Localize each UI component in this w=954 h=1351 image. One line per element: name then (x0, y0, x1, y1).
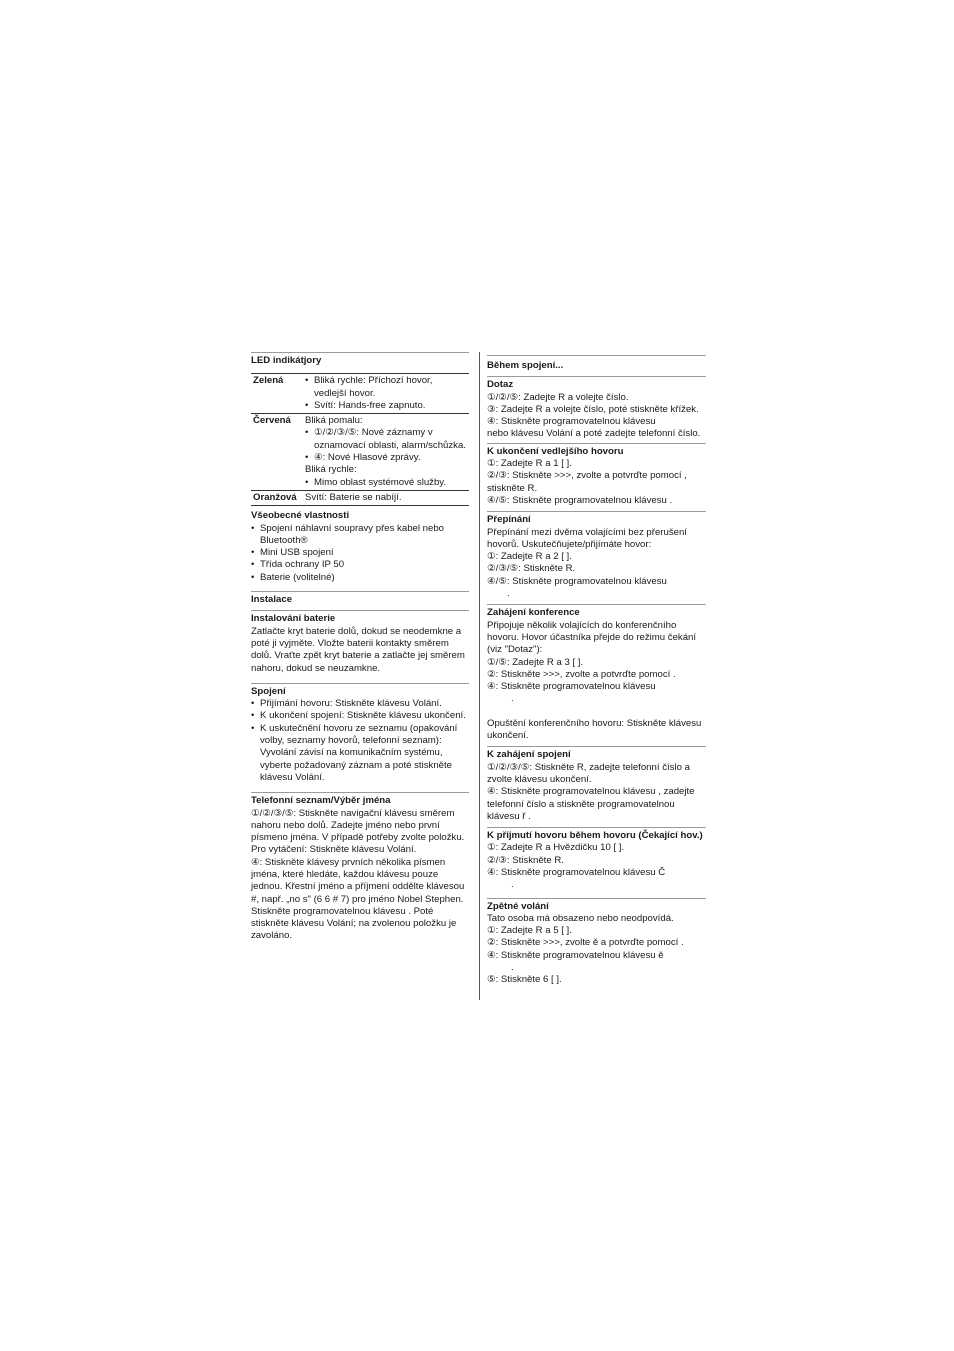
toggle-line: ④/⑤: Stiskněte programovatelnou klávesu (487, 575, 667, 587)
connection-section (251, 683, 469, 784)
left-column (251, 352, 469, 943)
phonebook-line: ④: Stiskněte klávesy prvních několika písmen jména, které hledáte, každou klávesu pouze jednou. Křestní jméno a příjmení oddělte klávesou #, např. „no s" (6 6 # 7) pro jméno Nobel Stephen. Stiskněte programovatelnou klávesu . Poté stiskněte klávesu Volání; na zvolenou položku je zavoláno. (251, 856, 465, 942)
inquiry-line: nebo klávesu Volání a poté zadejte telefonní číslo. (487, 428, 701, 440)
inquiry-line: ③: Zadejte R a volejte číslo, poté stiskněte křížek. (487, 403, 699, 415)
toggle-line: ①: Zadejte R a 2 [ ]. (487, 551, 572, 563)
inquiry-section (487, 376, 706, 440)
end-side-call-section (487, 443, 706, 507)
list-item: • K ukončení spojení: Stiskněte klávesu ukončení. (251, 710, 469, 722)
toggle-line: Přepínání mezi dvěma volajícími bez přerušení hovorů. Uskutečňujete/přijímáte hovor: (487, 526, 687, 550)
end-side-call-line: ①: Zadejte R a 1 [ ]. (487, 458, 572, 470)
callback-title: Zpětné volání (487, 900, 549, 912)
led-color-label: Oranžová (251, 490, 303, 505)
led-section (251, 352, 469, 506)
led-description (303, 374, 469, 414)
phonebook-title: Telefonní seznam/Výběr jména (251, 795, 391, 807)
install-section (251, 591, 469, 606)
led-line: • Bliká rychle: Příchozí hovor, vedlejší hovor. (305, 375, 467, 400)
conference-line: Připojuje několik volajících do konferenčního hovoru. Hovor účastníka přejde do režimu čekání (viz "Dotaz"): (487, 619, 697, 656)
led-color-label: Zelená (251, 374, 303, 414)
led-line: Bliká pomalu: (305, 415, 363, 427)
inquiry-title: Dotaz (487, 379, 514, 391)
install-title: Instalace (251, 594, 293, 606)
features-title: Všeobecné vlastnosti (251, 510, 350, 522)
callback-line: ②: Stiskněte >>>, zvolte ě a potvrďte pomocí . (487, 937, 684, 949)
connection-title: Spojení (251, 685, 286, 697)
list-item: • Přijímání hovoru: Stiskněte klávesu Volání. (251, 698, 469, 710)
list-item: • Třída ochrany IP 50 (251, 559, 469, 571)
conference-line: ①/⑤: Zadejte R a 3 [ ]. (487, 656, 584, 668)
list-item: • K uskutečnění hovoru ze seznamu (opakování volby, seznamy hovorů, telefonní seznam): Vyvolání závisí na komunikačním systému, vyberte požadovaný záznam a poté stiskněte klávesu Volání. (251, 723, 469, 784)
end-side-call-title: K ukončení vedlejšího hovoru (487, 445, 624, 457)
waiting-call-line: ②/③: Stiskněte R. (487, 854, 564, 866)
inquiry-line: ①/②/⑤: Zadejte R a volejte číslo. (487, 391, 629, 403)
list-item: • Mini USB spojení (251, 547, 469, 559)
conference-title: Zahájení konference (487, 607, 580, 619)
start-call-title: K zahájení spojení (487, 749, 571, 761)
led-title: LED indikátjory (251, 355, 322, 366)
callback-line: ⑤: Stiskněte 6 [ ]. (487, 974, 562, 986)
callback-section (487, 898, 706, 987)
led-color-label: Červená (251, 414, 303, 491)
led-table (251, 373, 469, 506)
battery-text: Zatlačte kryt baterie dolů, dokud se neodemkne a poté ji vyjměte. Vložte baterii kontakty směrem dolů. Vraťte zpět kryt baterie a zatlačte jej směrem nahoru, dokud se neuzamkne. (251, 625, 465, 674)
conference-line: . (511, 693, 514, 705)
callback-line: . (511, 962, 514, 974)
start-call-line: ①/②/③/⑤: Stiskněte R, zadejte telefonní číslo a zvolte klávesu ukončení. (487, 761, 690, 785)
led-row-orange (251, 490, 469, 505)
toggle-line: . (507, 588, 510, 600)
end-side-call-line: ②/③: Stiskněte >>>, zvolte a potvrďte pomocí , stiskněte R. (487, 470, 687, 494)
waiting-call-section (487, 827, 706, 891)
callback-line: ④: Stiskněte programovatelnou klávesu ě (487, 949, 664, 961)
waiting-call-line: ④: Stiskněte programovatelnou klávesu Č (487, 866, 666, 878)
led-line: • Mimo oblast systémové služby. (305, 477, 467, 489)
toggle-section (487, 511, 706, 600)
conference-leave: Opuštění konferenčního hovoru: Stiskněte klávesu ukončení. (487, 717, 702, 742)
list-item: • Spojení náhlavní soupravy přes kabel nebo Bluetooth® (251, 523, 469, 548)
led-line: Svítí: Baterie se nabíjí. (305, 491, 402, 503)
conference-line: ②: Stiskněte >>>, zvolte a potvrďte pomocí . (487, 668, 676, 680)
led-line: Bliká rychle: (305, 464, 357, 476)
led-line: • Svítí: Hands-free zapnuto. (305, 400, 467, 412)
waiting-call-line: . (511, 879, 514, 891)
toggle-line: ②/③/⑤: Stiskněte R. (487, 563, 576, 575)
led-row-red (251, 414, 469, 491)
conference-section (487, 604, 706, 742)
waiting-call-title: K přijmutí hovoru během hovoru (Čekající hov.) (487, 830, 703, 842)
led-description (303, 490, 469, 505)
led-description (303, 414, 469, 491)
led-line: • ①/②/③/⑤: Nové záznamy v oznamovací oblasti, alarm/schůzka. (305, 427, 467, 452)
led-line: • ④: Nové Hlasové zprávy. (305, 452, 467, 464)
right-column (487, 355, 706, 987)
battery-section (251, 610, 469, 674)
start-call-section (487, 746, 706, 823)
toggle-title: Přepínání (487, 514, 531, 526)
waiting-call-line: ①: Zadejte R a Hvězdičku 10 [ ]. (487, 842, 625, 854)
column-divider (479, 352, 480, 1000)
phonebook-line: ①/②/③/⑤: Stiskněte navigační klávesu směrem nahoru nebo dolů. Zadejte jméno nebo první písmeno jména. V případě potřeby zvolte položku. Pro vytáčení: Stiskněte klávesu Volání. (251, 807, 465, 856)
led-row-green (251, 374, 469, 414)
callback-line: Tato osoba má obsazeno nebo neodpovídá. (487, 912, 674, 924)
during-section (487, 355, 706, 372)
list-item: • Baterie (volitelné) (251, 572, 469, 584)
inquiry-line: ④: Stiskněte programovatelnou klávesu (487, 416, 656, 428)
features-section (251, 510, 469, 584)
during-title: Během spojení... (487, 360, 564, 371)
end-side-call-line: ④/⑤: Stiskněte programovatelnou klávesu . (487, 494, 673, 506)
callback-line: ①: Zadejte R a 5 [ ]. (487, 925, 572, 937)
start-call-line: ④: Stiskněte programovatelnou klávesu , zadejte telefonní číslo a stiskněte programovatelnou klávesu ř . (487, 786, 695, 822)
phonebook-section (251, 792, 469, 943)
conference-line: ④: Stiskněte programovatelnou klávesu (487, 681, 656, 693)
battery-title: Instalování baterie (251, 613, 336, 625)
